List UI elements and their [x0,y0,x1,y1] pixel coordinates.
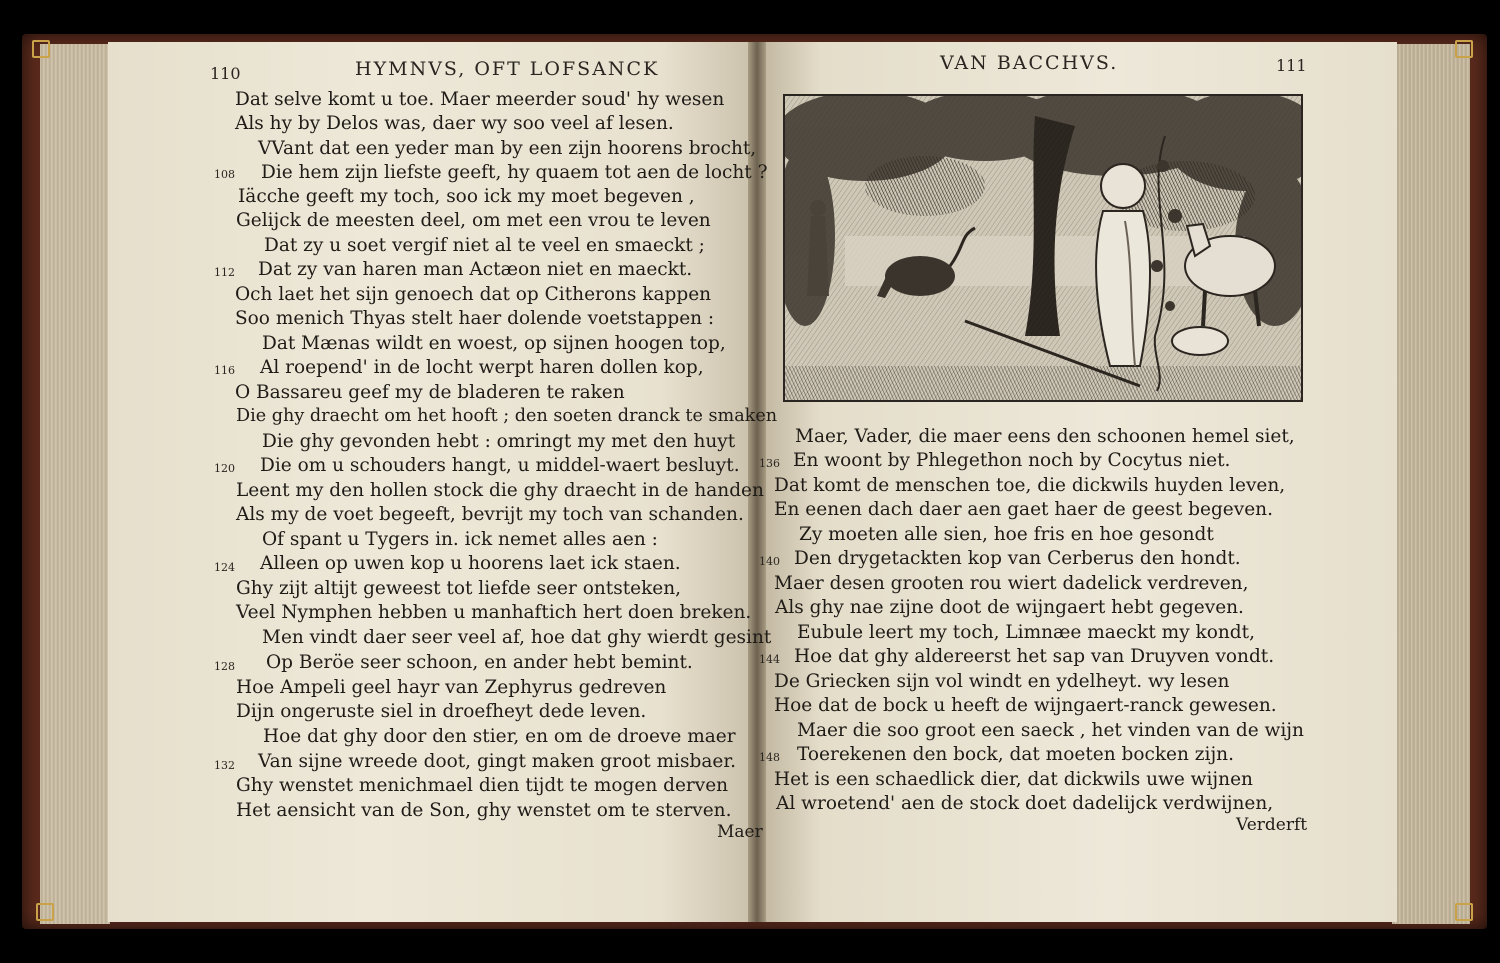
verse-number: 136 [759,457,780,470]
text-line: Als my de voet begeeft, bevrijt my toch van schanden. [236,504,744,525]
text-line: Of spant u Tygers in. ick nemet alles aen : [262,529,658,550]
text-line: Toerekenen den bock, dat moeten bocken zijn. [797,744,1234,765]
text-line: Soo menich Thyas stelt haer dolende voetstappen : [235,308,715,329]
text-line: Dijn ongeruste siel in droefheyt dede leven. [236,701,647,722]
corner-clasp-icon [32,40,50,58]
text-line: Ghy wenstet menichmael dien tijdt te mogen derven [236,775,729,796]
right-running-head: VAN BACCHVS. [940,52,1119,74]
text-line: Maer, Vader, die maer eens den schoonen hemel siet, [795,426,1295,447]
text-line: En woont by Phlegethon noch by Cocytus niet. [793,450,1231,471]
text-line: Alleen op uwen kop u hoorens laet ick staen. [260,553,681,574]
verse-number: 140 [759,555,780,568]
page-edges-left [40,44,110,924]
text-line: Die ghy gevonden hebt : omringt my met den huyt [262,431,736,452]
corner-clasp-icon [1455,40,1473,58]
text-line: Het is een schaedlick dier, dat dickwils uwe wijnen [774,769,1253,790]
bacchus-engraving [783,94,1303,402]
verse-number: 112 [214,266,235,279]
page-edges-right [1392,44,1470,924]
text-line: Het aensicht van de Son, ghy wenstet om te sterven. [236,800,732,821]
text-line: Dat zy u soet vergif niet al te veel en smaeckt ; [264,235,705,256]
verse-number: 144 [759,653,780,666]
text-line: Dat selve komt u toe. Maer meerder soud' hy wesen [235,89,725,110]
text-line: Als ghy nae zijne doot de wijngaert hebt gegeven. [775,597,1244,618]
text-line: Gelijck de meesten deel, om met een vrou te leven [236,210,711,231]
text-line: Dat Mænas wildt en woest, op sijnen hoogen top, [262,333,726,354]
verse-number: 148 [759,751,780,764]
text-line: Maer desen grooten rou wiert dadelick verdreven, [774,573,1249,594]
text-line: Hoe dat de bock u heeft de wijngaert-ranck gewesen. [774,695,1277,716]
engraving-illustration [785,96,1301,400]
text-line: Ghy zijt altijt geweest tot liefde seer ontsteken, [236,578,682,599]
corner-clasp-icon [1455,903,1473,921]
verse-number: 128 [214,660,235,673]
text-line: Als hy by Delos was, daer wy soo veel af lesen. [235,113,674,134]
text-line: Zy moeten alle sien, hoe fris en hoe gesondt [799,524,1214,545]
text-line: Die hem zijn liefste geeft, hy quaem tot aen de locht ? [261,162,768,183]
text-line: Den drygetackten kop van Cerberus den hondt. [794,548,1241,569]
verse-number: 120 [214,462,235,475]
verse-number: 124 [214,561,235,574]
verse-number: 116 [214,364,235,377]
text-line: Maer die soo groot een saeck , het vinden van de wijn [797,720,1304,741]
left-running-head: HYMNVS, OFT LOFSANCK [355,58,660,80]
text-line: En eenen dach daer aen gaet haer de geest begeven. [774,499,1273,520]
text-line: Hoe dat ghy door den stier, en om de droeve maer [263,726,736,747]
text-line: Al wroetend' aen de stock doet dadelijck verdwijnen, [776,793,1274,814]
text-line: Veel Nymphen hebben u manhaftich hert doen breken. [236,602,752,623]
text-line: Men vindt daer seer veel af, hoe dat ghy wierdt gesint [262,627,772,648]
corner-clasp-icon [36,903,54,921]
text-line: Dat zy van haren man Actæon niet en maeckt. [258,259,693,280]
text-line: Al roepend' in de locht werpt haren dollen kop, [260,357,704,378]
text-line: Van sijne wreede doot, gingt maken groot misbaer. [258,751,737,772]
left-catchword: Maer [717,822,763,842]
left-folio: 110 [210,64,241,83]
text-line: O Bassareu geef my de bladeren te raken [235,382,625,403]
right-catchword: Verderft [1236,815,1308,835]
text-line: Och laet het sijn genoech dat op Citherons kappen [235,284,712,305]
text-line: Hoe dat ghy aldereerst het sap van Druyven vondt. [794,646,1275,667]
text-line: Leent my den hollen stock die ghy draecht in de handen [236,480,764,501]
text-line: Eubule leert my toch, Limnæe maeckt my kondt, [797,622,1255,643]
text-line: Dat komt de menschen toe, die dickwils huyden leven, [774,475,1286,496]
text-line: VVant dat een yeder man by een zijn hoorens brocht, [258,138,757,159]
verse-number: 132 [214,759,235,772]
text-line: Op Beröe seer schoon, en ander hebt bemint. [266,652,693,673]
right-folio: 111 [1276,56,1307,75]
text-line: Die ghy draecht om het hooft ; den soeten dranck te smaken [236,406,778,426]
text-line: Die om u schouders hangt, u middel-waert besluyt. [260,455,740,476]
text-line: Iäcche geeft my toch, soo ick my moet begeven , [238,186,695,207]
text-line: Hoe Ampeli geel hayr van Zephyrus gedreven [236,677,667,698]
text-line: De Griecken sijn vol windt en ydelheyt. wy lesen [774,671,1230,692]
verse-number: 108 [214,168,235,181]
